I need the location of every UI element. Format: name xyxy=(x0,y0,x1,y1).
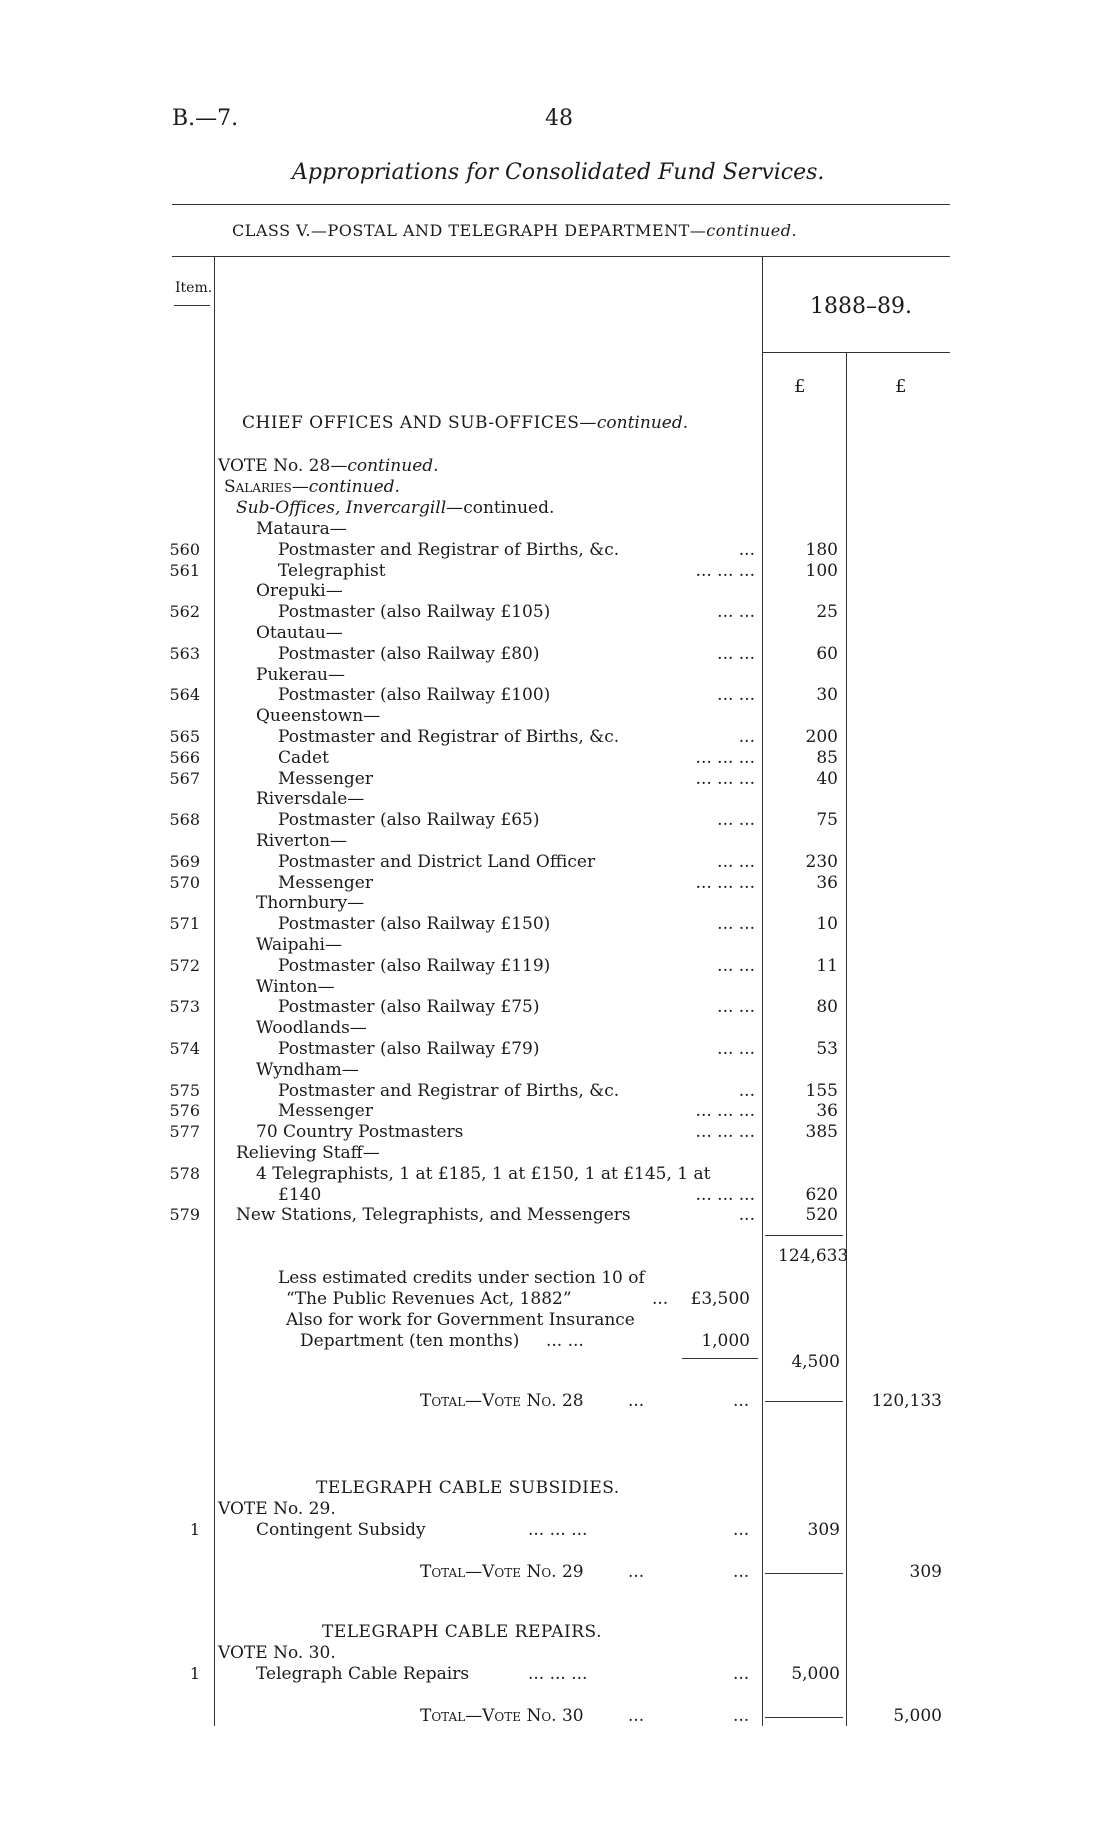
vote-28-total-dots-2: ... xyxy=(733,1391,750,1411)
class-heading-continued: continued. xyxy=(706,221,798,240)
line-item-text: Relieving Staff— xyxy=(236,1143,380,1163)
line-item-text: Riverton— xyxy=(256,831,348,851)
line-item-dots: ... ... ... xyxy=(695,748,755,768)
line-item-dots: ... xyxy=(738,1081,755,1101)
line-item-number: 573 xyxy=(169,997,200,1016)
rule-amount-column xyxy=(762,256,763,1726)
suboffices-heading xyxy=(236,498,554,518)
class-heading-main: CLASS V.—POSTAL AND TELEGRAPH DEPARTMENT— xyxy=(232,221,707,240)
line-item-text: 70 Country Postmasters xyxy=(256,1122,464,1142)
line-item-text: Cadet xyxy=(278,748,329,768)
line-item-dots: ... ... ... xyxy=(695,769,755,789)
salaries-heading-continued: continued. xyxy=(308,477,400,497)
rule-total-column xyxy=(846,352,847,1726)
column-pound-1: £ xyxy=(794,376,806,397)
rule-top xyxy=(172,204,950,205)
vote-29-amount: 309 xyxy=(807,1520,840,1540)
line-item-dots: ... xyxy=(738,540,755,560)
line-item-text: Postmaster and District Land Officer xyxy=(278,852,596,872)
line-item-amount: 200 xyxy=(805,727,838,747)
vote-28-total-label-text: Total—Vote No. 28 xyxy=(420,1391,584,1411)
line-item-dots: ... ... xyxy=(717,602,755,622)
vote-30-amount: 5,000 xyxy=(791,1664,840,1684)
line-item-dots: ... xyxy=(738,727,755,747)
rule-vote-30-total xyxy=(765,1717,843,1718)
vote-28-heading xyxy=(218,456,439,476)
vote-30-total-label-text: Total—Vote No. 30 xyxy=(420,1706,584,1726)
line-item-amount: 180 xyxy=(805,540,838,560)
line-item-text: Postmaster (also Railway £79) xyxy=(278,1039,540,1059)
line-item-amount: 155 xyxy=(805,1081,838,1101)
line-item-text: Postmaster and Registrar of Births, &c. xyxy=(278,1081,620,1101)
line-item-dots: ... ... xyxy=(717,644,755,664)
vote-30-item-number: 1 xyxy=(189,1664,200,1683)
vote-29-total-dots-2: ... xyxy=(733,1562,750,1582)
credits-line-2-dots: ... xyxy=(652,1289,669,1309)
line-item-text: £140 xyxy=(278,1185,322,1205)
rule-vote-28-total xyxy=(765,1401,843,1402)
line-item-dots: ... ... ... xyxy=(695,1185,755,1205)
line-item-dots: ... ... xyxy=(717,852,755,872)
section-chief-offices-title-continued: continued. xyxy=(596,413,689,433)
line-item-text: Messenger xyxy=(278,873,373,893)
line-item-number: 565 xyxy=(169,727,200,746)
line-item-text: Orepuki— xyxy=(256,581,343,601)
line-item-text: Postmaster (also Railway £75) xyxy=(278,997,540,1017)
vote-29-item-number: 1 xyxy=(189,1520,200,1539)
credits-line-4-dots: ... ... xyxy=(546,1331,584,1351)
class-heading xyxy=(232,221,797,240)
rule-subtotal xyxy=(765,1235,843,1236)
vote-28-heading-continued: continued. xyxy=(347,456,439,476)
line-item-number: 563 xyxy=(169,644,200,663)
salaries-heading-main: Salaries— xyxy=(224,477,309,497)
rule-credits xyxy=(682,1358,758,1359)
credits-total: 4,500 xyxy=(791,1352,840,1372)
line-item-dots: ... ... xyxy=(717,685,755,705)
line-item-text: Winton— xyxy=(256,977,335,997)
rule-year-bottom xyxy=(762,352,950,353)
line-item-amount: 36 xyxy=(816,1101,838,1121)
section-cable-subsidies-title: TELEGRAPH CABLE SUBSIDIES. xyxy=(316,1478,620,1498)
line-item-text: Postmaster (also Railway £80) xyxy=(278,644,540,664)
line-item-amount: 85 xyxy=(816,748,838,768)
line-item-text: Postmaster (also Railway £119) xyxy=(278,956,551,976)
line-item-text: 4 Telegraphists, 1 at £185, 1 at £150, 1 at £145, 1 at xyxy=(256,1164,711,1184)
section-chief-offices-title xyxy=(242,413,688,433)
line-item-number: 568 xyxy=(169,810,200,829)
credits-line-3: Also for work for Government Insurance xyxy=(286,1310,635,1330)
line-item-number: 572 xyxy=(169,956,200,975)
line-item-dots: ... ... ... xyxy=(695,873,755,893)
line-item-number: 575 xyxy=(169,1081,200,1100)
line-item-amount: 520 xyxy=(805,1205,838,1225)
line-item-dots: ... ... ... xyxy=(695,1101,755,1121)
line-item-amount: 620 xyxy=(805,1185,838,1205)
line-item-text: Postmaster (also Railway £100) xyxy=(278,685,551,705)
salaries-heading xyxy=(224,477,400,497)
line-item-text: Thornbury— xyxy=(256,893,365,913)
credits-public-revenues-amount: £3,500 xyxy=(690,1289,750,1309)
vote-28-total-label xyxy=(420,1391,584,1411)
line-item-amount: 11 xyxy=(816,956,838,976)
vote-30-item-dots-end: ... xyxy=(733,1664,750,1684)
vote-29-heading: VOTE No. 29. xyxy=(218,1499,336,1519)
line-item-number: 567 xyxy=(169,769,200,788)
line-item-dots: ... ... xyxy=(717,997,755,1017)
line-item-number: 569 xyxy=(169,852,200,871)
section-chief-offices-title-main: CHIEF OFFICES AND SUB-OFFICES— xyxy=(242,413,597,433)
suboffices-heading-continued: continued. xyxy=(463,498,555,518)
line-item-text: Messenger xyxy=(278,769,373,789)
rule-vote-29-total xyxy=(765,1573,843,1574)
line-item-text: Messenger xyxy=(278,1101,373,1121)
line-item-text: Otautau— xyxy=(256,623,343,643)
line-item-text: Postmaster and Registrar of Births, &c. xyxy=(278,727,620,747)
vote-28-total: 120,133 xyxy=(871,1391,942,1411)
vote-30-total-label xyxy=(420,1706,584,1726)
line-item-text: New Stations, Telegraphists, and Messengers xyxy=(236,1205,631,1225)
line-item-text: Postmaster and Registrar of Births, &c. xyxy=(278,540,620,560)
credits-insurance-amount: 1,000 xyxy=(701,1331,750,1351)
line-item-amount: 53 xyxy=(816,1039,838,1059)
rule-item-head xyxy=(174,305,210,306)
line-item-amount: 230 xyxy=(805,852,838,872)
rule-item-column xyxy=(214,256,215,1726)
document-code: B.—7. xyxy=(172,106,239,131)
line-item-text: Postmaster (also Railway £150) xyxy=(278,914,551,934)
rule-table-top xyxy=(172,256,950,257)
vote-29-total-dots-1: ... xyxy=(628,1562,645,1582)
page-title: Appropriations for Consolidated Fund Services. xyxy=(292,160,825,185)
line-item-text: Woodlands— xyxy=(256,1018,367,1038)
line-item-text: Queenstown— xyxy=(256,706,381,726)
line-item-amount: 100 xyxy=(805,561,838,581)
line-item-amount: 10 xyxy=(816,914,838,934)
vote-29-total: 309 xyxy=(909,1562,942,1582)
line-item-dots: ... ... xyxy=(717,810,755,830)
line-item-dots: ... ... ... xyxy=(695,1122,755,1142)
suboffices-heading-main: Sub-Offices, Invercargill— xyxy=(236,498,464,518)
vote-29-item-text: Contingent Subsidy xyxy=(256,1520,426,1540)
vote-30-total: 5,000 xyxy=(893,1706,942,1726)
line-item-amount: 75 xyxy=(816,810,838,830)
line-item-dots: ... ... xyxy=(717,914,755,934)
line-item-text: Pukerau— xyxy=(256,665,345,685)
vote-30-heading: VOTE No. 30. xyxy=(218,1643,336,1663)
vote-29-total-label xyxy=(420,1562,584,1582)
line-item-amount: 30 xyxy=(816,685,838,705)
line-item-text: Postmaster (also Railway £65) xyxy=(278,810,540,830)
column-item-header: Item. xyxy=(175,280,213,296)
vote-28-total-dots-1: ... xyxy=(628,1391,645,1411)
credits-line-2: “The Public Revenues Act, 1882” xyxy=(286,1289,572,1309)
section-cable-repairs-title: TELEGRAPH CABLE REPAIRS. xyxy=(322,1622,602,1642)
column-pound-2: £ xyxy=(895,376,907,397)
line-item-number: 574 xyxy=(169,1039,200,1058)
line-item-number: 571 xyxy=(169,914,200,933)
vote-30-item-text: Telegraph Cable Repairs xyxy=(256,1664,470,1684)
vote-30-item-dots: ... ... ... xyxy=(528,1664,588,1684)
vote-30-total-dots-1: ... xyxy=(628,1706,645,1726)
line-item-dots: ... ... xyxy=(717,956,755,976)
vote-28-subtotal: 124,633 xyxy=(778,1246,849,1266)
line-item-amount: 40 xyxy=(816,769,838,789)
line-item-amount: 25 xyxy=(816,602,838,622)
line-item-text: Riversdale— xyxy=(256,789,365,809)
line-item-text: Wyndham— xyxy=(256,1060,359,1080)
line-item-amount: 385 xyxy=(805,1122,838,1142)
line-item-number: 560 xyxy=(169,540,200,559)
line-item-dots: ... xyxy=(738,1205,755,1225)
line-item-number: 566 xyxy=(169,748,200,767)
line-item-number: 578 xyxy=(169,1164,200,1183)
vote-30-total-dots-2: ... xyxy=(733,1706,750,1726)
line-item-text: Postmaster (also Railway £105) xyxy=(278,602,551,622)
vote-29-item-dots: ... ... ... xyxy=(528,1520,588,1540)
line-item-text: Waipahi— xyxy=(256,935,342,955)
line-item-number: 564 xyxy=(169,685,200,704)
line-item-text: Mataura— xyxy=(256,519,347,539)
line-item-number: 562 xyxy=(169,602,200,621)
line-item-dots: ... ... xyxy=(717,1039,755,1059)
line-item-amount: 80 xyxy=(816,997,838,1017)
line-item-number: 576 xyxy=(169,1101,200,1120)
line-item-number: 561 xyxy=(169,561,200,580)
column-year-header: 1888–89. xyxy=(810,294,912,319)
line-item-text: Telegraphist xyxy=(278,561,386,581)
line-item-number: 577 xyxy=(169,1122,200,1141)
vote-28-heading-main: VOTE No. 28— xyxy=(218,456,348,476)
credits-line-4: Department (ten months) xyxy=(300,1331,520,1351)
line-item-amount: 60 xyxy=(816,644,838,664)
vote-29-total-label-text: Total—Vote No. 29 xyxy=(420,1562,584,1582)
line-item-number: 570 xyxy=(169,873,200,892)
line-item-amount: 36 xyxy=(816,873,838,893)
vote-29-item-dots-end: ... xyxy=(733,1520,750,1540)
line-item-dots: ... ... ... xyxy=(695,561,755,581)
line-item-number: 579 xyxy=(169,1205,200,1224)
page-number: 48 xyxy=(545,106,573,131)
credits-line-1: Less estimated credits under section 10 of xyxy=(278,1268,645,1288)
